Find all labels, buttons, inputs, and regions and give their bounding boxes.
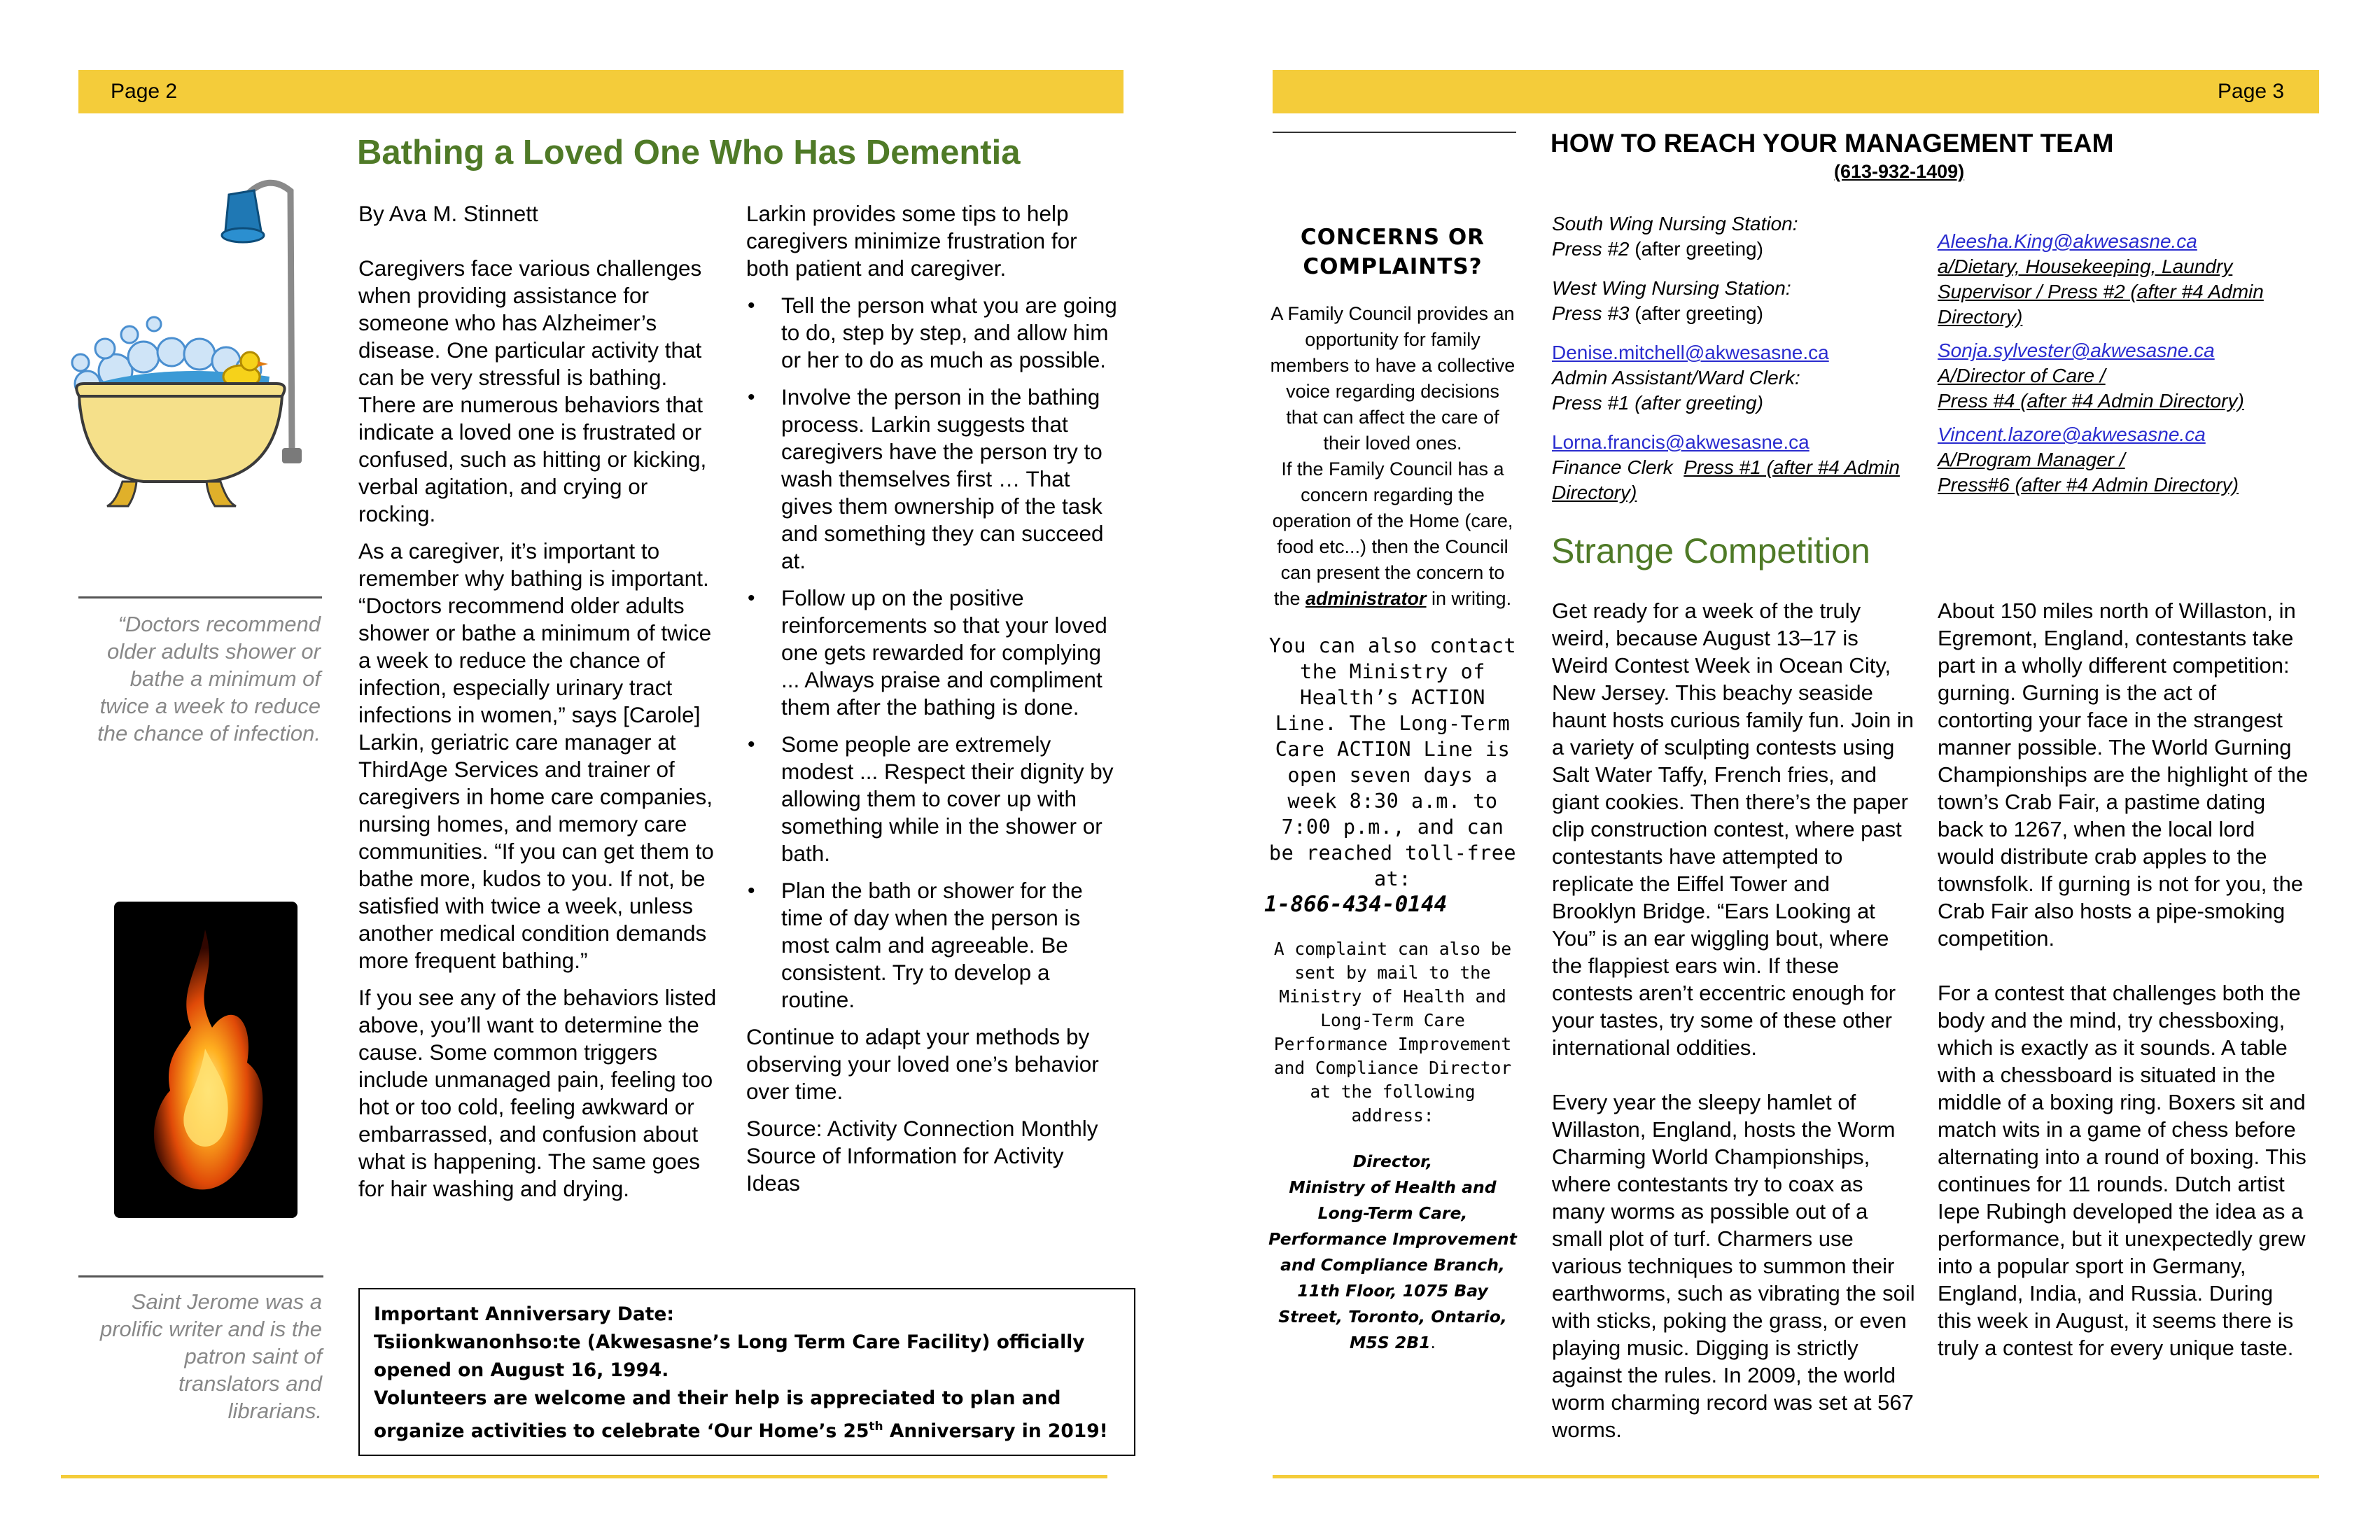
- contact-label: South Wing Nursing Station:: [1552, 213, 1798, 234]
- paragraph: As a caregiver, it’s important to remember why bathing is important. “Doctors recommend older adults shower or bathe a minimum of twice a week to reduce the chance of infection, especially urinary tract infections in women,” says [Carole] Larkin, geriatric care manager at ThirdAge Services and trainer of caregivers in home care companies, nursing homes, and memory care communities. “If you can get them to bathe more, kudos to you. If not, be satisfied with twice a week, unless another medical condition demands more frequent bathing.”: [358, 538, 714, 973]
- email-link[interactable]: Aleesha.King@akwesasne.ca: [1938, 230, 2197, 252]
- paragraph: Larkin provides some tips to help caregivers minimize frustration for both patient and caregiver.: [746, 201, 1077, 281]
- contact-press: Press #4 (after #4 Admin Directory): [1938, 390, 2244, 412]
- volunteers-text-start: Volunteers are welcome and their help is appreciated to plan and organize activities to celebrate ‘Our Home’s 25: [374, 1387, 1061, 1442]
- contact-south-wing: [1552, 211, 1916, 262]
- email-link[interactable]: Lorna.francis@akwesasne.ca: [1552, 431, 1809, 453]
- contact-role: a/Dietary, Housekeeping, Laundry Supervisor / Press #2 (after #4 Admin Directory): [1938, 255, 2264, 328]
- paragraph: For a contest that challenges both the body and the mind, try chessboxing, which is exactly as it sounds. A table with a chessboard is situated in the middle of a boxing ring. Boxers sit and match wits in a game of chess before alternating into a round of boxing. This continues for 11 rounds. Dutch artist Iepe Rubingh developed the idea as a performance, but it unexpectedly grew into a popular sport in Germany, England, India, and Russia. During this week in August, it seems there is truly a contest for every unique taste.: [1938, 981, 2306, 1360]
- email-link[interactable]: Sonja.sylvester@akwesasne.ca: [1938, 340, 2215, 361]
- contact-press: Press #1 (after #4 Admin Directory): [1552, 456, 1900, 503]
- pullquote-rule: [78, 1275, 323, 1278]
- strange-column-1: [1552, 597, 1919, 1471]
- contact-role-line: [1552, 455, 1916, 505]
- press-number: Press #3: [1552, 302, 1630, 324]
- pullquote-rule: [78, 596, 322, 598]
- contact-press: Press #1 (after greeting): [1552, 392, 1763, 414]
- article-column-2: [746, 200, 1121, 1207]
- contact-aleesha: [1938, 229, 2309, 330]
- contact-press: Press#6 (after #4 Admin Directory): [1938, 474, 2239, 496]
- address-line: Director,: [1352, 1152, 1433, 1171]
- management-title: HOW TO REACH YOUR MANAGEMENT TEAM: [1550, 129, 2114, 158]
- contact-sonja: [1938, 338, 2309, 414]
- article-title-bathing: Bathing a Loved One Who Has Dementia: [357, 134, 1021, 172]
- footer-rule-right: [1273, 1475, 2319, 1478]
- press-note: (after greeting): [1629, 238, 1763, 260]
- contact-role: A/Program Manager /: [1938, 449, 2125, 470]
- press-note: (after greeting): [1629, 302, 1763, 324]
- list-item: • Plan the bath or shower for the time of day when the person is most calm and agreeable. Be consistent. Try to develop a routine.: [781, 877, 1121, 1014]
- tips-list: [746, 292, 1121, 1014]
- volunteers-text: [374, 1385, 1120, 1446]
- byline: By Ava M. Stinnett: [358, 201, 538, 226]
- anniversary-notice: [358, 1288, 1135, 1456]
- address-line: Ministry of Health and: [1289, 1177, 1497, 1197]
- fire-image: [114, 902, 298, 1218]
- administrator-term: administrator: [1305, 588, 1427, 609]
- pullquote-jerome: Saint Jerome was a prolific writer and is the patron saint of translators and librarians.: [99, 1289, 322, 1423]
- list-item: • Tell the person what you are going to do, step by step, and allow him or her to do as much as possible.: [781, 292, 1121, 374]
- postal-period: .: [1430, 1333, 1436, 1352]
- contact-role: Admin Assistant/Ward Clerk:: [1552, 367, 1800, 388]
- postal-code: M5S 2B1: [1350, 1333, 1431, 1352]
- address-line: 11th Floor, 1075 Bay: [1297, 1281, 1488, 1301]
- contact-denise: [1552, 340, 1916, 416]
- page-number-right: Page 3: [2218, 80, 2285, 103]
- concerns-sidebar: [1264, 223, 1517, 1356]
- contact-west-wing: [1552, 276, 1916, 326]
- contact-role: A/Director of Care /: [1938, 365, 2106, 386]
- paragraph: About 150 miles north of Willaston, in Egremont, England, contestants take part in a wholly different competition: gurning. Gurning is the act of contorting your face in the strangest manner possible. The World Gurning Championships are the highlight of the town’s Crab Fair, a pastime dating back to 1267, when the local lord would distribute crab apples to the townsfolk. If gurning is not for you, the Crab Fair also hosts a pipe-smoking competition.: [1938, 598, 2309, 951]
- family-council-text: A Family Council provides an opportunity for family members to have a collective voice regarding decisions that can affect the care of their loved ones.: [1270, 303, 1516, 454]
- contact-press: [1552, 237, 1916, 262]
- address-line: and Compliance Branch,: [1280, 1255, 1505, 1275]
- strange-column-2: [1938, 597, 2309, 1389]
- paragraph: Caregivers face various challenges when providing assistance for someone who has Alzheimer’s disease. One particular activity that can be very stressful is bathing. There are numerous behaviors that indicate a loved one is frustrated or confused, such as hitting or kicking, verbal agitation, and crying or rocking.: [358, 255, 707, 526]
- paragraph: Every year the sleepy hamlet of Willaston, England, hosts the Worm Charming World Championships, where contestants try to coax as many worms as possible out of a small plot of turf. Charmers use various techniques to summon their earthworms, such as vibrating the soil with sticks, poking the grass, or even playing music. Digging is strictly against the rules. In 2009, the world worm charming record was set at 567 worms.: [1552, 1090, 1915, 1442]
- contact-lorna: [1552, 430, 1916, 505]
- address-postal: [1268, 1330, 1517, 1356]
- council-concern-end: in writing.: [1426, 588, 1512, 609]
- ministry-address: [1268, 1149, 1517, 1356]
- list-item: • Involve the person in the bathing process. Larkin suggests that caregivers have the person try to wash themselves first … That gives them ownership of the task and something they can succeed at.: [781, 384, 1121, 575]
- address-line: Street, Toronto, Ontario,: [1278, 1307, 1507, 1326]
- pullquote-doctors: “Doctors recommend older adults shower or bathe a minimum of twice a week to reduce the chance of infection.: [97, 612, 321, 746]
- article-column-1: [358, 200, 729, 1212]
- management-phone: (613-932-1409): [1834, 161, 1965, 182]
- contacts-right: [1938, 229, 2309, 512]
- anniversary-text: Tsiionkwanonhso:te (Akwesasne’s Long Term Care Facility) officially opened on August 16, 1994.: [374, 1331, 1085, 1381]
- ordinal-suffix: th: [869, 1420, 883, 1434]
- paragraph: Get ready for a week of the truly weird, because August 13–17 is Weird Contest Week in Ocean City, New Jersey. This beachy seaside haunt hosts curious family fun. Join in a variety of sculpting contests using Salt Water Taffy, French fries, and giant cookies. Then there’s the paper clip construction contest, where past contestants have attempted to replicate the Eiffel Tower and Brooklyn Bridge. “Ears Looking at You” is an ear wiggling bout, where the flappiest ears win. If these contests aren’t eccentric enough for your tastes, try some of these other international oddities.: [1552, 598, 1914, 1060]
- concerns-heading: CONCERNS OR COMPLAINTS?: [1300, 225, 1485, 279]
- council-concern-start: If the Family Council has a concern regarding the operation of the Home (care, food etc...) then the Council can present the concern to the: [1272, 458, 1513, 609]
- press-number: Press #2: [1552, 238, 1630, 260]
- council-concern-text: [1268, 456, 1517, 612]
- source-credit: Source: Activity Connection Monthly Source of Information for Activity Ideas: [746, 1116, 1098, 1196]
- header-bar-right: [1273, 70, 2319, 113]
- volunteers-text-end: Anniversary in 2019!: [883, 1420, 1108, 1442]
- contact-vincent: [1938, 422, 2309, 498]
- paragraph: Continue to adapt your methods by observing your loved one’s behavior over time.: [746, 1024, 1099, 1104]
- page-number-left: Page 2: [111, 80, 178, 103]
- contact-role: Finance Clerk: [1552, 456, 1673, 478]
- contact-press: [1552, 301, 1916, 326]
- contacts-left: [1552, 211, 1916, 519]
- email-link[interactable]: Vincent.lazore@akwesasne.ca: [1938, 424, 2206, 445]
- address-line: Long-Term Care,: [1317, 1203, 1468, 1223]
- mail-complaint-text: A complaint can also be sent by mail to the Ministry of Health and Long-Term Care Performance Improvement and Compliance Director at the following address:: [1273, 939, 1512, 1126]
- address-line: Performance Improvement: [1268, 1229, 1517, 1249]
- paragraph: If you see any of the behaviors listed above, you’ll want to determine the cause. Some common triggers include unmanaged pain, feeling too hot or too cold, feeling awkward or embarrassed, and confusion about what is happening. The same goes for hair washing and drying.: [358, 985, 717, 1201]
- action-line-text: You can also contact the Ministry of Health’s ACTION Line. The Long-Term Care ACTION Line is open seven days a week 8:30 a.m. to 7:00 p.m., and can be reached toll-free at:: [1268, 634, 1517, 890]
- sidebar-top-rule: [1273, 132, 1516, 133]
- contact-label: West Wing Nursing Station:: [1552, 277, 1791, 299]
- action-line-phone: 1-866-434-0144: [1264, 892, 1448, 917]
- article-title-strange: Strange Competition: [1551, 531, 1870, 570]
- anniversary-heading: Important Anniversary Date:: [374, 1303, 675, 1325]
- bathtub-illustration: [66, 174, 343, 538]
- footer-rule-left: [61, 1475, 1107, 1478]
- header-bar-left: [78, 70, 1124, 113]
- list-item: • Follow up on the positive reinforcements so that your loved one gets rewarded for complying ... Always praise and compliment them after the bathing is done.: [781, 584, 1121, 721]
- email-link[interactable]: Denise.mitchell@akwesasne.ca: [1552, 342, 1829, 363]
- list-item: • Some people are extremely modest ... Respect their dignity by allowing them to cover up with something while in the shower or bath.: [781, 731, 1121, 867]
